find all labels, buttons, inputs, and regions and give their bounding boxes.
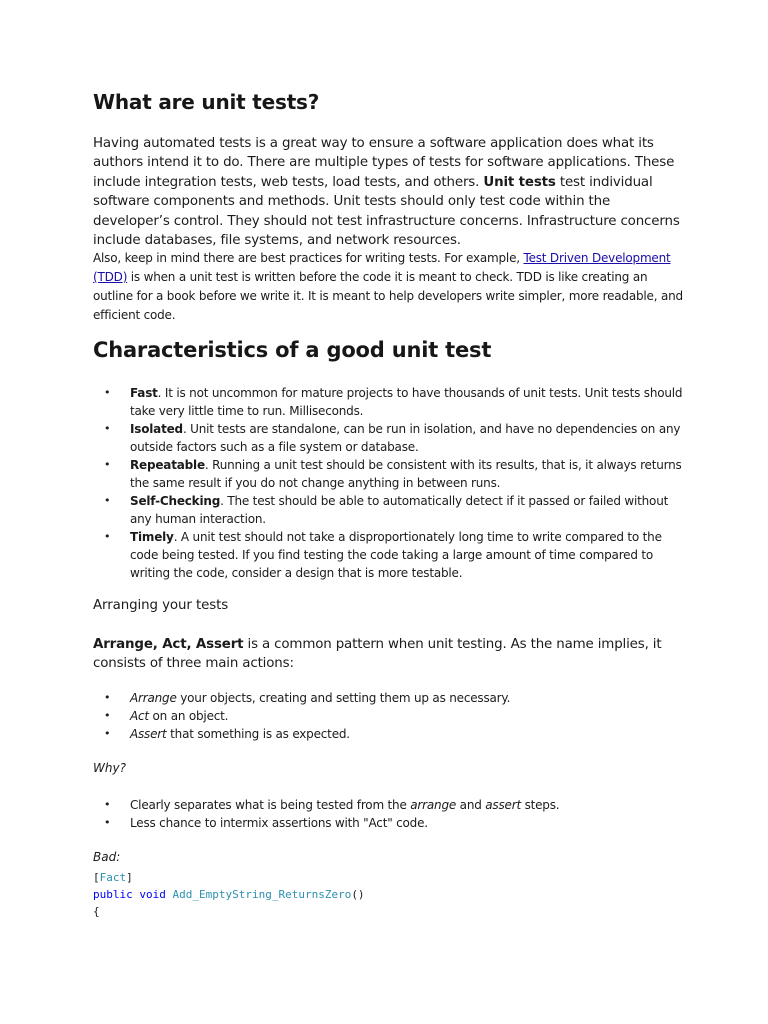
bullet-icon: • (104, 530, 111, 543)
list-item: • Assert that something is as expected. (104, 727, 350, 741)
why-label: Why? (93, 761, 126, 775)
bullet-icon: • (104, 422, 111, 435)
bullet-icon: • (104, 798, 111, 811)
aaa-paragraph: Arrange, Act, Assert is a common pattern when unit testing. As the name implies, it consists of three main actions: (93, 637, 662, 672)
steps-list (93, 689, 683, 743)
why-list (93, 796, 683, 832)
unit-tests-term: Unit tests (483, 174, 556, 190)
list-item: • Less chance to intermix assertions with "Act" code. (104, 816, 428, 830)
bullet-icon: • (104, 386, 111, 399)
bad-label: Bad: (93, 850, 121, 864)
list-item: • Timely. A unit test should not take a disproportionately long time to write compared to the code being tested. If you find testing the code taking a large amount of time compared to writing the code, consider a design that is more testable. (104, 530, 662, 580)
bullet-icon: • (104, 458, 111, 471)
list-item: • Repeatable. Running a unit test should be consistent with its results, that is, it always returns the same result if you do not change anything in between runs. (104, 458, 682, 490)
tdd-link[interactable]: Test Driven Development (TDD) (93, 251, 671, 284)
bullet-icon: • (104, 691, 111, 704)
bullet-icon: • (104, 727, 111, 740)
page-title: What are unit tests? (93, 90, 320, 114)
section-heading: Characteristics of a good unit test (93, 338, 492, 362)
list-item: • Clearly separates what is being tested from the arrange and assert steps. (104, 798, 560, 812)
list-item: • Fast. It is not uncommon for mature projects to have thousands of unit tests. Unit tests should take very little time to run. Milliseconds. (104, 386, 683, 418)
subheading: Arranging your tests (93, 598, 229, 613)
list-item: • Act on an object. (104, 709, 229, 723)
tdd-paragraph: Also, keep in mind there are best practices for writing tests. For example, Test Driven Development (TDD) is when a unit test is written before the code it is meant to check. TDD is like creating an outline for a book before we write it. It is meant to help developers write simpler, more readable, and efficient code. (93, 251, 683, 322)
code-block: [Fact] public void Add_EmptyString_ReturnsZero() { (93, 871, 365, 918)
list-item: • Self-Checking. The test should be able to automatically detect if it passed or failed without any human interaction. (104, 494, 669, 526)
bullet-icon: • (104, 816, 111, 829)
list-item: • Arrange your objects, creating and setting them up as necessary. (104, 691, 511, 705)
bullet-icon: • (104, 709, 111, 722)
characteristics-list (93, 384, 683, 582)
list-item: • Isolated. Unit tests are standalone, can be run in isolation, and have no dependencies on any outside factors such as a file system or database. (104, 422, 681, 454)
bullet-icon: • (104, 494, 111, 507)
intro-paragraph: Having automated tests is a great way to ensure a software application does what its authors intend it to do. There are multiple types of tests for software applications. These include integration tests, web tests, load tests, and others. Unit tests test individual software components and methods. Unit tests should only test code within the developer’s control. They should not test infrastructure concerns. Infrastructure concerns include databases, file systems, and network resources. (93, 136, 680, 249)
